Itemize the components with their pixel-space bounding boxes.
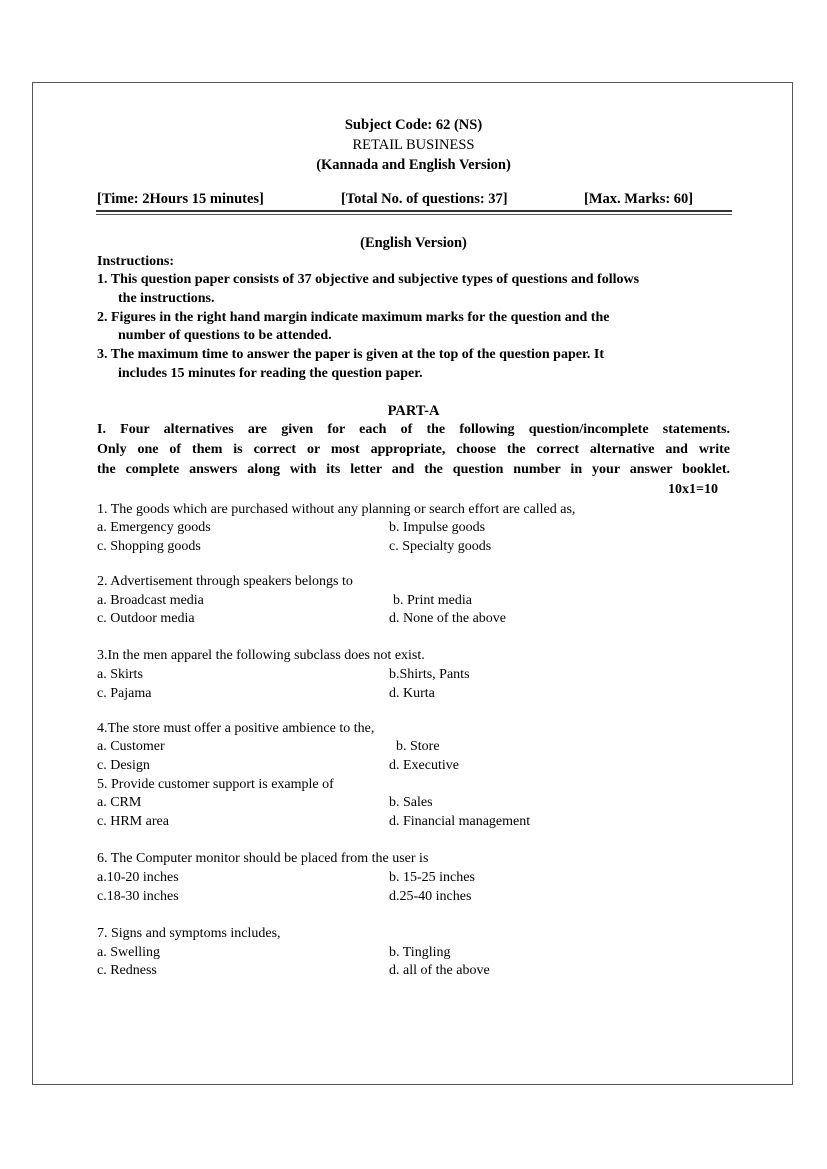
subject-code: Subject Code: 62 (NS) — [344, 117, 483, 133]
question-1-option-d: c. Specialty goods — [389, 539, 492, 554]
marks-allocation: 10x1=10 — [668, 482, 718, 497]
subject-name: RETAIL BUSINESS — [352, 137, 475, 153]
question-6-option-a: a.10-20 inches — [97, 870, 179, 885]
part-a-title: PART-A — [387, 403, 440, 419]
question-5-option-b: b. Sales — [389, 795, 433, 810]
header-rule-thick — [96, 210, 732, 212]
question-3-option-c: c. Pajama — [97, 686, 152, 701]
question-4-option-b: b. Store — [396, 739, 440, 754]
instruction-3-line2: includes 15 minutes for reading the question paper. — [118, 366, 423, 381]
instruction-1-line2: the instructions. — [118, 291, 215, 306]
instruction-2-line1: 2. Figures in the right hand margin indicate maximum marks for the question and the — [97, 310, 610, 325]
directions-line-1: I. Four alternatives are given for each of the following question/incomplete statements. — [97, 422, 730, 437]
instruction-1-line1: 1. This question paper consists of 37 objective and subjective types of questions and follows — [97, 272, 640, 287]
question-5-text: 5. Provide customer support is example of — [97, 777, 334, 792]
instructions-heading: Instructions: — [97, 254, 175, 269]
english-version-heading: (English Version) — [360, 235, 467, 251]
question-1-option-b: b. Impulse goods — [389, 520, 486, 535]
question-7-option-c: c. Redness — [97, 963, 157, 978]
question-3-option-b: b.Shirts, Pants — [389, 667, 470, 682]
question-4-option-d: d. Executive — [389, 758, 459, 773]
version-line: (Kannada and English Version) — [316, 157, 511, 173]
question-5-option-a: a. CRM — [97, 795, 142, 810]
instruction-2-line2: number of questions to be attended. — [118, 328, 332, 343]
question-5-option-c: c. HRM area — [97, 814, 169, 829]
question-2-text: 2. Advertisement through speakers belongs to — [97, 574, 353, 589]
question-1-option-c: c. Shopping goods — [97, 539, 201, 554]
question-6-text: 6. The Computer monitor should be placed from the user is — [97, 851, 429, 866]
question-1-option-a: a. Emergency goods — [97, 520, 211, 535]
question-7-option-a: a. Swelling — [97, 945, 160, 960]
question-4-option-c: c. Design — [97, 758, 150, 773]
question-2-option-d: d. None of the above — [389, 611, 507, 626]
question-4-text: 4.The store must offer a positive ambience to the, — [97, 721, 375, 736]
question-1-text: 1. The goods which are purchased without any planning or search effort are called as, — [97, 502, 576, 517]
question-7-option-d: d. all of the above — [389, 963, 490, 978]
question-6-option-d: d.25-40 inches — [389, 889, 472, 904]
question-2-option-b: b. Print media — [393, 593, 472, 608]
question-3-text: 3.In the men apparel the following subclass does not exist. — [97, 648, 425, 663]
question-4-option-a: a. Customer — [97, 739, 165, 754]
question-2-option-c: c. Outdoor media — [97, 611, 195, 626]
question-6-option-b: b. 15-25 inches — [389, 870, 475, 885]
question-7-text: 7. Signs and symptoms includes, — [97, 926, 281, 941]
max-marks-info: [Max. Marks: 60] — [584, 191, 694, 207]
total-questions-info: [Total No. of questions: 37] — [341, 191, 508, 207]
instruction-3-line1: 3. The maximum time to answer the paper is given at the top of the question paper. It — [97, 347, 604, 362]
question-7-option-b: b. Tingling — [389, 945, 451, 960]
directions-line-3: the complete answers along with its letter and the question number in your answer booklet. — [97, 462, 730, 477]
question-2-option-a: a. Broadcast media — [97, 593, 204, 608]
question-3-option-a: a. Skirts — [97, 667, 143, 682]
time-info: [Time: 2Hours 15 minutes] — [97, 191, 264, 207]
question-6-option-c: c.18-30 inches — [97, 889, 179, 904]
header-rule-thin — [96, 214, 732, 215]
question-5-option-d: d. Financial management — [389, 814, 531, 829]
question-3-option-d: d. Kurta — [389, 686, 435, 701]
directions-line-2: Only one of them is correct or most appropriate, choose the correct alternative and write — [97, 442, 730, 457]
